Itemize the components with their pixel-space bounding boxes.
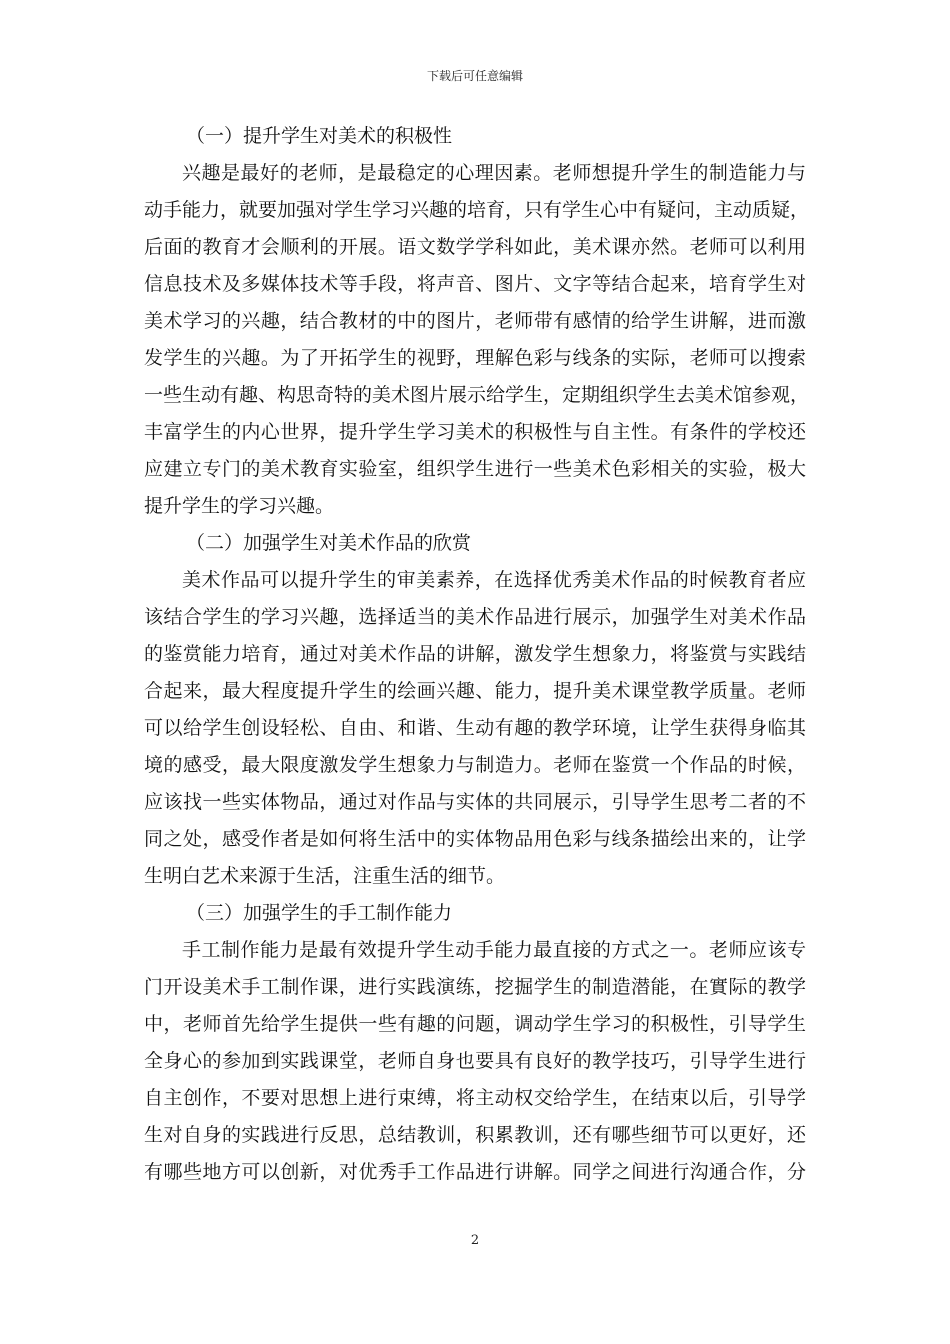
paragraph-line: 一些生动有趣、构思奇特的美术图片展示给学生，定期组织学生去美术馆参观， <box>144 384 810 406</box>
paragraph-line: 提升学生的学习兴趣。 <box>144 495 335 517</box>
page-header: 下载后可任意编辑 <box>426 69 523 83</box>
paragraph-line: 境的感受，最大限度激发学生想象力与制造力。老师在鉴赏一个作品的时候， <box>144 754 806 776</box>
paragraph-line: 应该找一些实体物品，通过对作品与实体的共同展示，引导学生思考二者的不 <box>144 791 806 813</box>
paragraph-line: 中，老师首先给学生提供一些有趣的问题，调动学生学习的积极性，引导学生 <box>144 1013 806 1035</box>
paragraph-line: 动手能力，就要加强对学生学习兴趣的培育，只有学生心中有疑问，主动质疑， <box>144 199 810 221</box>
paragraph-line: 可以给学生创设轻松、自由、和谐、生动有趣的教学环境，让学生获得身临其 <box>144 717 806 739</box>
paragraph-line: 有哪些地方可以创新，对优秀手工作品进行讲解。同学之间进行沟通合作，分 <box>144 1161 806 1183</box>
section-2 <box>144 525 806 895</box>
section-3 <box>144 895 806 1191</box>
paragraph-line: 该结合学生的学习兴趣，选择适当的美术作品进行展示，加强学生对美术作品 <box>144 606 806 628</box>
paragraph-line: 后面的教育才会顺利的开展。语文数学学科如此，美术课亦然。老师可以利用 <box>144 236 806 258</box>
paragraph-line: 生对自身的实践进行反思，总结教训，积累教训，还有哪些细节可以更好，还 <box>144 1124 806 1146</box>
paragraph-line: 丰富学生的内心世界，提升学生学习美术的积极性与自主性。有条件的学校还 <box>144 421 806 443</box>
paragraph-line: 应建立专门的美术教育实验室，组织学生进行一些美术色彩相关的实验，极大 <box>144 458 806 480</box>
document-body <box>144 118 810 1191</box>
section-heading: （二）加强学生对美术作品的欣赏 <box>186 532 472 554</box>
section-heading: （一）提升学生对美术的积极性 <box>186 125 453 147</box>
paragraph-line: 生明白艺术来源于生活，注重生活的细节。 <box>144 865 506 887</box>
paragraph-line: 信息技术及多媒体技术等手段，将声音、图片、文字等结合起来，培育学生对 <box>144 273 806 295</box>
section-heading: （三）加强学生的手工制作能力 <box>186 902 453 924</box>
paragraph-line: 发学生的兴趣。为了开拓学生的视野，理解色彩与线条的实际，老师可以搜索 <box>144 347 806 369</box>
page-number: 2 <box>470 1233 480 1248</box>
paragraph-line: 自主创作，不要对思想上进行束缚，将主动权交给学生，在结束以后，引导学 <box>144 1087 806 1109</box>
paragraph-line: 美术作品可以提升学生的审美素养，在选择优秀美术作品的时候教育者应 <box>182 569 806 591</box>
paragraph-line: 门开设美术手工制作课，进行实践演练，挖掘学生的制造潜能，在實际的教学 <box>144 976 806 998</box>
paragraph-line: 合起来，最大程度提升学生的绘画兴趣、能力，提升美术课堂教学质量。老师 <box>144 680 806 702</box>
section-1 <box>144 118 810 525</box>
paragraph-line: 兴趣是最好的老师，是最稳定的心理因素。老师想提升学生的制造能力与 <box>182 162 806 184</box>
paragraph-line: 的鉴赏能力培育，通过对美术作品的讲解，激发学生想象力，将鉴赏与实践结 <box>144 643 806 665</box>
paragraph-line: 同之处，感受作者是如何将生活中的实体物品用色彩与线条描绘出来的，让学 <box>144 828 806 850</box>
paragraph-line: 美术学习的兴趣，结合教材的中的图片，老师带有感情的给学生讲解，进而激 <box>144 310 806 332</box>
paragraph-line: 全身心的参加到实践课堂，老师自身也要具有良好的教学技巧，引导学生进行 <box>144 1050 806 1072</box>
paragraph-line: 手工制作能力是最有效提升学生动手能力最直接的方式之一。老师应该专 <box>182 939 806 961</box>
